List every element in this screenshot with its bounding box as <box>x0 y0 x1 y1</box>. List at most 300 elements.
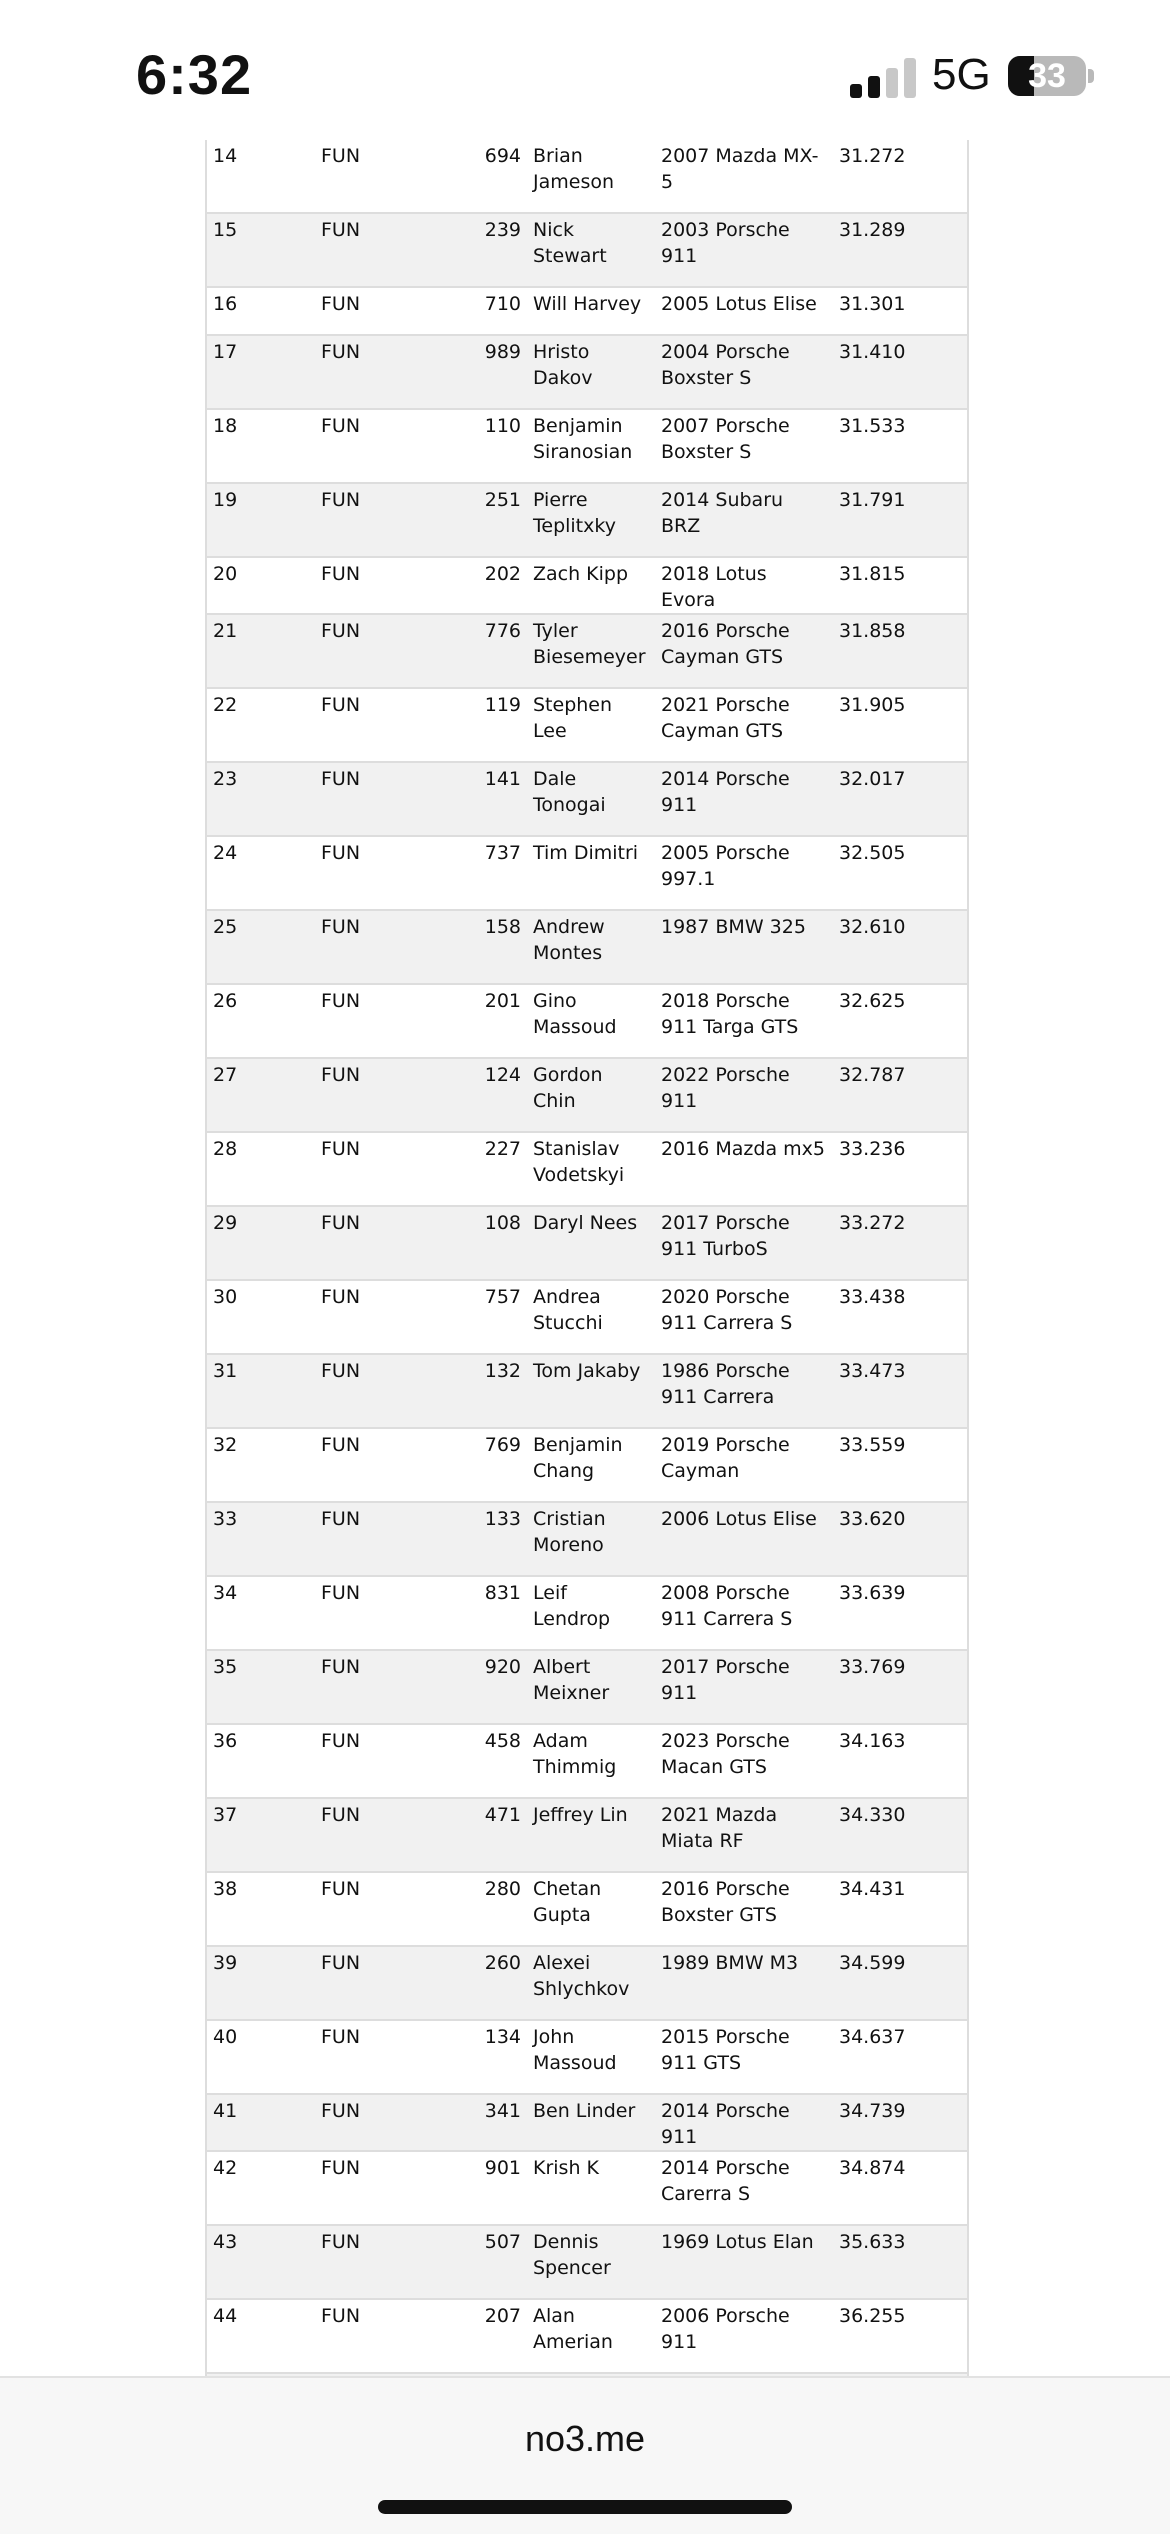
car-number-cell-text: 119 <box>484 694 521 716</box>
car-number-cell-text: 458 <box>484 1730 521 1752</box>
class-cell-text: FUN <box>321 1434 361 1456</box>
position-cell <box>207 1502 315 1576</box>
class-cell <box>315 984 445 1058</box>
class-cell-text: FUN <box>321 1212 361 1234</box>
time-cell-text: 31.791 <box>839 489 906 511</box>
car-number-cell <box>445 1872 527 1946</box>
car-cell <box>655 213 833 287</box>
class-cell <box>315 213 445 287</box>
time-cell <box>833 1798 967 1872</box>
table-row <box>207 1132 967 1206</box>
class-cell <box>315 1724 445 1798</box>
driver-cell <box>527 836 655 910</box>
driver-cell <box>527 2020 655 2094</box>
driver-cell <box>527 910 655 984</box>
address-bar[interactable]: no3.me <box>524 2418 646 2459</box>
time-cell <box>833 2299 967 2373</box>
car-number-cell-text: 710 <box>484 293 521 315</box>
class-cell-text: FUN <box>321 1508 361 1530</box>
driver-cell <box>527 140 655 213</box>
class-cell-text: FUN <box>321 842 361 864</box>
driver-cell <box>527 213 655 287</box>
position-cell <box>207 1132 315 1206</box>
time-cell <box>833 1354 967 1428</box>
car-number-cell <box>445 1058 527 1132</box>
car-cell <box>655 614 833 688</box>
car-cell-text: 2006 Lotus Elise <box>661 1508 817 1530</box>
position-cell <box>207 1650 315 1724</box>
time-cell-text: 33.769 <box>839 1656 906 1678</box>
network-type: 5G <box>932 50 991 99</box>
cellular-signal-icon <box>850 58 916 98</box>
class-cell-text: FUN <box>321 1878 361 1900</box>
car-cell-text: 2018 Lotus Evora <box>661 563 767 611</box>
car-number-cell <box>445 483 527 557</box>
class-cell-text: FUN <box>321 415 361 437</box>
table-row <box>207 1576 967 1650</box>
car-cell <box>655 1354 833 1428</box>
battery-icon <box>1008 56 1086 96</box>
class-cell <box>315 287 445 335</box>
position-cell-text: 15 <box>213 219 238 241</box>
position-cell-text: 39 <box>213 1952 238 1974</box>
driver-cell-text: Ben Linder <box>533 2100 636 2122</box>
position-cell <box>207 1206 315 1280</box>
status-time: 6:32 <box>136 43 253 106</box>
time-cell-text: 33.438 <box>839 1286 906 1308</box>
time-cell <box>833 984 967 1058</box>
class-cell <box>315 409 445 483</box>
table-row <box>207 910 967 984</box>
car-cell-text: 1987 BMW 325 <box>661 916 806 938</box>
table-row <box>207 213 967 287</box>
time-cell <box>833 614 967 688</box>
car-number-cell-text: 132 <box>484 1360 521 1382</box>
car-number-cell <box>445 614 527 688</box>
table-row <box>207 1428 967 1502</box>
class-cell <box>315 483 445 557</box>
car-cell-text: 1986 Porsche 911 Carrera <box>661 1360 790 1408</box>
car-cell-text: 2021 Porsche Cayman GTS <box>661 694 790 742</box>
class-cell-text: FUN <box>321 990 361 1012</box>
car-number-cell <box>445 2020 527 2094</box>
time-cell <box>833 910 967 984</box>
driver-cell-text: Zach Kipp <box>533 563 629 585</box>
time-cell-text: 33.236 <box>839 1138 906 1160</box>
class-cell <box>315 910 445 984</box>
car-number-cell <box>445 2151 527 2225</box>
driver-cell <box>527 984 655 1058</box>
car-cell-text: 2015 Porsche 911 GTS <box>661 2026 790 2074</box>
table-row <box>207 836 967 910</box>
time-cell-text: 32.017 <box>839 768 906 790</box>
car-cell <box>655 1132 833 1206</box>
position-cell <box>207 1058 315 1132</box>
table-row <box>207 1946 967 2020</box>
driver-cell-text: Andrea Stucchi <box>533 1286 603 1334</box>
table-row <box>207 688 967 762</box>
car-cell-text: 2005 Porsche 997.1 <box>661 842 790 890</box>
position-cell-text: 37 <box>213 1804 238 1826</box>
class-cell <box>315 1576 445 1650</box>
class-cell-text: FUN <box>321 341 361 363</box>
driver-cell-text: Will Harvey <box>533 293 642 315</box>
time-cell-text: 36.255 <box>839 2305 906 2327</box>
car-cell-text: 2019 Porsche Cayman <box>661 1434 790 1482</box>
driver-cell <box>527 762 655 836</box>
position-cell-text: 33 <box>213 1508 238 1530</box>
car-cell <box>655 836 833 910</box>
driver-cell-text: Albert Meixner <box>533 1656 610 1704</box>
car-number-cell <box>445 557 527 614</box>
class-cell <box>315 688 445 762</box>
driver-cell <box>527 614 655 688</box>
table-row <box>207 140 967 213</box>
time-cell-text: 32.505 <box>839 842 906 864</box>
driver-cell <box>527 1946 655 2020</box>
class-cell-text: FUN <box>321 1138 361 1160</box>
driver-cell-text: Jeffrey Lin <box>533 1804 628 1826</box>
class-cell <box>315 1280 445 1354</box>
class-cell <box>315 1502 445 1576</box>
time-cell-text: 31.815 <box>839 563 906 585</box>
class-cell <box>315 2094 445 2151</box>
car-cell <box>655 1872 833 1946</box>
class-cell <box>315 2020 445 2094</box>
time-cell-text: 32.625 <box>839 990 906 1012</box>
car-number-cell-text: 920 <box>484 1656 521 1678</box>
class-cell <box>315 1132 445 1206</box>
position-cell-text: 42 <box>213 2157 238 2179</box>
car-cell-text: 2016 Mazda mx5 <box>661 1138 825 1160</box>
position-cell-text: 35 <box>213 1656 238 1678</box>
car-cell <box>655 1798 833 1872</box>
car-number-cell-text: 471 <box>484 1804 521 1826</box>
table-row <box>207 984 967 1058</box>
class-cell <box>315 1798 445 1872</box>
driver-cell-text: John Massoud <box>533 2026 617 2074</box>
time-cell-text: 32.787 <box>839 1064 906 1086</box>
class-cell <box>315 557 445 614</box>
car-number-cell <box>445 1206 527 1280</box>
car-cell <box>655 287 833 335</box>
car-number-cell-text: 989 <box>484 341 521 363</box>
table-row <box>207 1798 967 1872</box>
position-cell <box>207 1798 315 1872</box>
car-number-cell-text: 251 <box>484 489 521 511</box>
position-cell-text: 44 <box>213 2305 238 2327</box>
car-cell <box>655 1502 833 1576</box>
position-cell-text: 23 <box>213 768 238 790</box>
time-cell-text: 34.599 <box>839 1952 906 1974</box>
class-cell <box>315 1428 445 1502</box>
driver-cell-text: Nick Stewart <box>533 219 607 267</box>
car-number-cell-text: 202 <box>484 563 521 585</box>
class-cell <box>315 1946 445 2020</box>
car-number-cell-text: 124 <box>484 1064 521 1086</box>
position-cell <box>207 409 315 483</box>
driver-cell <box>527 1650 655 1724</box>
table-row <box>207 2094 967 2151</box>
class-cell <box>315 836 445 910</box>
position-cell-text: 43 <box>213 2231 238 2253</box>
results-container <box>205 140 969 2448</box>
browser-bottom-bar <box>0 2376 1170 2534</box>
time-cell-text: 35.633 <box>839 2231 906 2253</box>
results-table <box>207 140 967 2448</box>
class-cell-text: FUN <box>321 2100 361 2122</box>
table-row <box>207 409 967 483</box>
table-row <box>207 335 967 409</box>
car-cell <box>655 483 833 557</box>
car-number-cell <box>445 140 527 213</box>
car-number-cell <box>445 335 527 409</box>
class-cell-text: FUN <box>321 1952 361 1974</box>
home-indicator[interactable] <box>378 2500 792 2514</box>
car-number-cell <box>445 213 527 287</box>
car-number-cell <box>445 1502 527 1576</box>
table-row <box>207 2225 967 2299</box>
time-cell-text: 32.610 <box>839 916 906 938</box>
position-cell <box>207 2225 315 2299</box>
position-cell <box>207 1354 315 1428</box>
time-cell-text: 34.637 <box>839 2026 906 2048</box>
class-cell-text: FUN <box>321 563 361 585</box>
car-number-cell-text: 260 <box>484 1952 521 1974</box>
position-cell-text: 30 <box>213 1286 238 1308</box>
time-cell-text: 33.473 <box>839 1360 906 1382</box>
class-cell <box>315 335 445 409</box>
driver-cell <box>527 2299 655 2373</box>
position-cell-text: 28 <box>213 1138 238 1160</box>
car-cell-text: 2007 Mazda MX-5 <box>661 145 819 193</box>
class-cell <box>315 2151 445 2225</box>
battery-level: 33 <box>1028 57 1066 95</box>
car-cell <box>655 2299 833 2373</box>
table-row <box>207 1724 967 1798</box>
car-number-cell <box>445 688 527 762</box>
car-cell-text: 2018 Porsche 911 Targa GTS <box>661 990 799 1038</box>
time-cell <box>833 287 967 335</box>
time-cell-text: 34.739 <box>839 2100 906 2122</box>
driver-cell <box>527 287 655 335</box>
time-cell <box>833 762 967 836</box>
time-cell <box>833 1946 967 2020</box>
car-cell-text: 2007 Porsche Boxster S <box>661 415 790 463</box>
car-number-cell-text: 341 <box>484 2100 521 2122</box>
position-cell-text: 19 <box>213 489 238 511</box>
class-cell <box>315 614 445 688</box>
position-cell-text: 21 <box>213 620 238 642</box>
driver-cell <box>527 1872 655 1946</box>
car-cell-text: 2014 Subaru BRZ <box>661 489 784 537</box>
driver-cell-text: Benjamin Chang <box>533 1434 623 1482</box>
table-row <box>207 1650 967 1724</box>
class-cell <box>315 140 445 213</box>
time-cell-text: 33.639 <box>839 1582 906 1604</box>
class-cell-text: FUN <box>321 145 361 167</box>
car-cell-text: 2020 Porsche 911 Carrera S <box>661 1286 793 1334</box>
driver-cell-text: Chetan Gupta <box>533 1878 602 1926</box>
table-row <box>207 1280 967 1354</box>
time-cell-text: 31.905 <box>839 694 906 716</box>
time-cell <box>833 688 967 762</box>
position-cell-text: 29 <box>213 1212 238 1234</box>
car-number-cell <box>445 2299 527 2373</box>
driver-cell <box>527 483 655 557</box>
driver-cell-text: Hristo Dakov <box>533 341 593 389</box>
car-cell-text: 1969 Lotus Elan <box>661 2231 814 2253</box>
car-number-cell-text: 776 <box>484 620 521 642</box>
driver-cell <box>527 1280 655 1354</box>
car-number-cell <box>445 1132 527 1206</box>
position-cell <box>207 836 315 910</box>
position-cell <box>207 910 315 984</box>
position-cell <box>207 1724 315 1798</box>
position-cell <box>207 762 315 836</box>
car-cell <box>655 1280 833 1354</box>
car-number-cell <box>445 2094 527 2151</box>
position-cell <box>207 1576 315 1650</box>
class-cell <box>315 762 445 836</box>
position-cell <box>207 688 315 762</box>
position-cell-text: 40 <box>213 2026 238 2048</box>
car-cell <box>655 409 833 483</box>
driver-cell-text: Alexei Shlychkov <box>533 1952 630 2000</box>
driver-cell-text: Dale Tonogai <box>533 768 606 816</box>
class-cell <box>315 1354 445 1428</box>
position-cell <box>207 1872 315 1946</box>
time-cell <box>833 1872 967 1946</box>
driver-cell <box>527 1798 655 1872</box>
car-number-cell-text: 227 <box>484 1138 521 1160</box>
car-cell <box>655 762 833 836</box>
time-cell <box>833 2225 967 2299</box>
car-number-cell-text: 110 <box>484 415 521 437</box>
car-number-cell-text: 280 <box>484 1878 521 1900</box>
time-cell <box>833 1428 967 1502</box>
time-cell <box>833 483 967 557</box>
time-cell-text: 31.289 <box>839 219 906 241</box>
car-cell <box>655 2020 833 2094</box>
car-number-cell-text: 207 <box>484 2305 521 2327</box>
table-row <box>207 483 967 557</box>
time-cell-text: 31.301 <box>839 293 906 315</box>
position-cell-text: 22 <box>213 694 238 716</box>
driver-cell-text: Leif Lendrop <box>533 1582 611 1630</box>
time-cell-text: 34.330 <box>839 1804 906 1826</box>
position-cell-text: 31 <box>213 1360 238 1382</box>
class-cell-text: FUN <box>321 293 361 315</box>
driver-cell <box>527 2094 655 2151</box>
position-cell <box>207 2094 315 2151</box>
time-cell <box>833 1724 967 1798</box>
position-cell-text: 36 <box>213 1730 238 1752</box>
time-cell-text: 34.163 <box>839 1730 906 1752</box>
table-row <box>207 1872 967 1946</box>
car-cell-text: 1989 BMW M3 <box>661 1952 799 1974</box>
driver-cell <box>527 1724 655 1798</box>
position-cell-text: 26 <box>213 990 238 1012</box>
class-cell-text: FUN <box>321 1360 361 1382</box>
car-number-cell <box>445 984 527 1058</box>
driver-cell-text: Stanislav Vodetskyi <box>533 1138 625 1186</box>
car-cell <box>655 1058 833 1132</box>
table-row <box>207 614 967 688</box>
driver-cell-text: Stephen Lee <box>533 694 613 742</box>
table-row <box>207 1502 967 1576</box>
driver-cell <box>527 1576 655 1650</box>
car-number-cell <box>445 1428 527 1502</box>
car-number-cell-text: 141 <box>484 768 521 790</box>
driver-cell <box>527 1206 655 1280</box>
position-cell <box>207 140 315 213</box>
position-cell <box>207 335 315 409</box>
position-cell <box>207 483 315 557</box>
position-cell <box>207 287 315 335</box>
position-cell-text: 38 <box>213 1878 238 1900</box>
position-cell-text: 16 <box>213 293 238 315</box>
position-cell-text: 24 <box>213 842 238 864</box>
driver-cell <box>527 335 655 409</box>
car-cell-text: 2006 Porsche 911 <box>661 2305 790 2353</box>
time-cell <box>833 409 967 483</box>
car-number-cell <box>445 287 527 335</box>
car-cell-text: 2016 Porsche Cayman GTS <box>661 620 790 668</box>
car-number-cell-text: 158 <box>484 916 521 938</box>
car-cell-text: 2022 Porsche 911 <box>661 1064 790 1112</box>
position-cell-text: 17 <box>213 341 238 363</box>
time-cell-text: 31.272 <box>839 145 906 167</box>
time-cell-text: 33.559 <box>839 1434 906 1456</box>
position-cell-text: 27 <box>213 1064 238 1086</box>
car-cell-text: 2004 Porsche Boxster S <box>661 341 790 389</box>
time-cell-text: 31.410 <box>839 341 906 363</box>
table-row <box>207 2020 967 2094</box>
position-cell <box>207 213 315 287</box>
position-cell-text: 14 <box>213 145 238 167</box>
table-row <box>207 1206 967 1280</box>
car-cell-text: 2003 Porsche 911 <box>661 219 790 267</box>
car-cell-text: 2014 Porsche 911 <box>661 768 790 816</box>
time-cell <box>833 557 967 614</box>
car-number-cell <box>445 1280 527 1354</box>
car-number-cell <box>445 836 527 910</box>
car-cell <box>655 1576 833 1650</box>
driver-cell-text: Tom Jakaby <box>533 1360 641 1382</box>
battery-cap-icon <box>1088 69 1094 83</box>
car-cell <box>655 984 833 1058</box>
position-cell-text: 18 <box>213 415 238 437</box>
car-number-cell <box>445 1946 527 2020</box>
class-cell-text: FUN <box>321 2026 361 2048</box>
car-number-cell <box>445 1798 527 1872</box>
position-cell <box>207 614 315 688</box>
driver-cell <box>527 688 655 762</box>
driver-cell <box>527 1354 655 1428</box>
car-number-cell <box>445 2225 527 2299</box>
car-cell-text: 2023 Porsche Macan GTS <box>661 1730 790 1778</box>
car-number-cell <box>445 1650 527 1724</box>
time-cell <box>833 1502 967 1576</box>
time-cell-text: 33.620 <box>839 1508 906 1530</box>
car-cell-text: 2014 Porsche Carerra S <box>661 2157 790 2205</box>
driver-cell <box>527 557 655 614</box>
time-cell <box>833 213 967 287</box>
time-cell-text: 31.858 <box>839 620 906 642</box>
class-cell <box>315 1650 445 1724</box>
position-cell-text: 25 <box>213 916 238 938</box>
